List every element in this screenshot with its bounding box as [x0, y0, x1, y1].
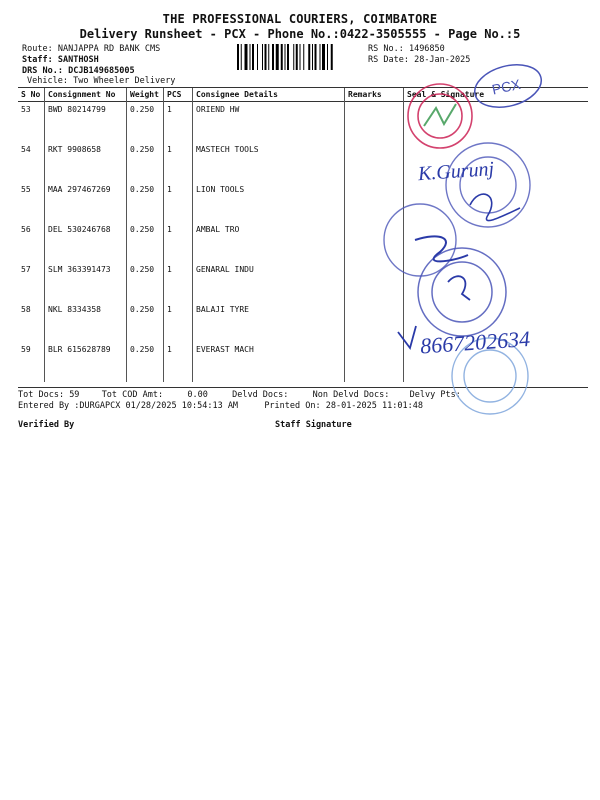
cell-weight: 0.250	[127, 262, 164, 302]
cell-consignee: LION TOOLS	[193, 182, 345, 222]
printed-on: Printed On: 28-01-2025 11:01:48	[264, 401, 423, 411]
cell-pcs: 1	[164, 342, 193, 382]
tot-cod-value: 0.00	[187, 390, 208, 400]
barcode-bar	[252, 44, 254, 70]
barcode-bar	[241, 44, 242, 70]
vehicle-label: Vehicle:	[27, 76, 68, 86]
table-row	[18, 262, 588, 302]
col-remarks: Remarks	[345, 88, 404, 102]
cell-sno: 55	[21, 185, 31, 194]
table-row	[18, 102, 588, 143]
table-row	[18, 342, 588, 382]
cell-consignment: BWD 80214799	[45, 102, 127, 143]
cell-consignee: BALAJI TYRE	[193, 302, 345, 342]
cell-consignee: GENARAL INDU	[193, 262, 345, 302]
barcode-bar	[272, 44, 274, 70]
col-sno: S No	[21, 90, 41, 99]
cell-consignment: BLR 615628789	[45, 342, 127, 382]
runsheet-table	[18, 88, 588, 382]
cell-weight: 0.250	[127, 102, 164, 143]
cell-weight: 0.250	[127, 142, 164, 182]
cell-sno: 54	[21, 145, 31, 154]
cell-signature	[404, 262, 589, 302]
pcx-mark-text: PCX	[490, 75, 522, 98]
barcode-bar	[287, 44, 289, 70]
cell-consignment: MAA 297467269	[45, 182, 127, 222]
barcode-bar	[308, 44, 310, 70]
cell-remarks	[345, 102, 404, 143]
barcode-bar	[303, 44, 304, 70]
cell-sno: 59	[21, 345, 31, 354]
cell-consignee: EVERAST MACH	[193, 342, 345, 382]
barcode-bar	[296, 44, 298, 70]
rs-no-value: 1496850	[408, 44, 445, 54]
cell-pcs: 1	[164, 102, 193, 143]
cell-remarks	[345, 222, 404, 262]
cell-pcs: 1	[164, 302, 193, 342]
cell-signature	[404, 222, 589, 262]
company-title: THE PROFESSIONAL COURIERS, COIMBATORE	[162, 12, 438, 26]
cell-weight: 0.250	[127, 302, 164, 342]
runsheet-subtitle: Delivery Runsheet - PCX - Phone No.:0422-3505555 - Page No.:5	[79, 27, 521, 41]
tot-docs-label: Tot Docs:	[18, 390, 65, 400]
cell-pcs: 1	[164, 142, 193, 182]
barcode-bar	[285, 44, 286, 70]
barcode-bar	[312, 44, 313, 70]
verified-by: Verified By	[18, 420, 75, 430]
entered-printed-row	[18, 401, 423, 411]
cell-signature	[404, 102, 589, 143]
table-row	[18, 222, 588, 262]
barcode-bar	[268, 44, 269, 70]
route-row	[22, 44, 160, 54]
cell-remarks	[345, 182, 404, 222]
cell-pcs: 1	[164, 222, 193, 262]
barcode-bar	[262, 44, 263, 70]
cell-signature	[404, 182, 589, 222]
col-seal-signature: Seal & Signature	[404, 88, 589, 102]
cell-remarks	[345, 342, 404, 382]
cell-sno: 53	[21, 105, 31, 114]
col-pcs: PCS	[164, 88, 193, 102]
barcode-bar	[265, 44, 267, 70]
cell-sno: 58	[21, 305, 31, 314]
vehicle-row	[27, 76, 175, 86]
cell-remarks	[345, 142, 404, 182]
cell-signature	[404, 342, 589, 382]
rs-no-row	[368, 44, 445, 54]
drs-label: DRS No.:	[22, 66, 63, 76]
col-weight: Weight	[127, 88, 164, 102]
barcode-bar	[250, 44, 251, 70]
cell-consignment: RKT 9908658	[45, 142, 127, 182]
barcode-bar	[257, 44, 258, 70]
route-value: NANJAPPA RD BANK CMS	[57, 44, 161, 54]
barcode-bar	[322, 44, 325, 70]
rs-no-label: RS No.:	[368, 44, 404, 54]
rs-date-row	[368, 55, 470, 65]
totals-row	[18, 390, 461, 400]
delvd-docs-label: Delvd Docs:	[232, 390, 289, 400]
barcode-bar	[281, 44, 283, 70]
table-bottom-rule	[18, 387, 588, 388]
tot-docs-value: 59	[69, 390, 80, 400]
rs-date-value: 28-Jan-2025	[414, 55, 471, 65]
delvy-pts-label: Delvy Pts:	[409, 390, 461, 400]
cell-consignee: MASTECH TOOLS	[193, 142, 345, 182]
barcode-bar	[331, 44, 333, 70]
staff-row	[22, 55, 99, 65]
cell-consignee: AMBAL TRO	[193, 222, 345, 262]
cell-consignee: ORIEND HW	[193, 102, 345, 143]
table-header-row	[18, 88, 588, 102]
cell-weight: 0.250	[127, 222, 164, 262]
cell-sno: 56	[21, 225, 31, 234]
cell-signature	[404, 302, 589, 342]
table-row	[18, 302, 588, 342]
barcode-bar	[293, 44, 294, 70]
tot-cod-label: Tot COD Amt:	[101, 390, 164, 400]
cell-signature	[404, 142, 589, 182]
entered-by: Entered By :DURGAPCX 01/28/2025 10:54:13 AM	[18, 401, 239, 411]
cell-consignment: DEL 530246768	[45, 222, 127, 262]
cell-consignment: NKL 8334358	[45, 302, 127, 342]
non-delvd-docs-label: Non Delvd Docs:	[312, 390, 390, 400]
barcode-bar	[237, 44, 239, 70]
barcode-bar	[320, 44, 321, 70]
cell-remarks	[345, 302, 404, 342]
barcode-bar	[276, 44, 279, 70]
cell-remarks	[345, 262, 404, 302]
table-row	[18, 182, 588, 222]
col-consignee: Consignee Details	[193, 88, 345, 102]
barcode-bar	[315, 44, 317, 70]
staff-label: Staff:	[22, 55, 53, 65]
cell-weight: 0.250	[127, 182, 164, 222]
staff-value: SANTHOSH	[57, 55, 99, 65]
barcode-bar	[245, 44, 248, 70]
cell-pcs: 1	[164, 182, 193, 222]
drs-value: DCJB149685005	[68, 66, 135, 76]
barcode-bar	[300, 44, 301, 70]
cell-weight: 0.250	[127, 342, 164, 382]
staff-signature-label: Staff Signature	[275, 420, 352, 430]
drs-row	[22, 66, 135, 76]
rs-date-label: RS Date:	[368, 55, 409, 65]
route-label: Route:	[22, 44, 53, 54]
barcode-image	[237, 44, 361, 70]
cell-consignment: SLM 363391473	[45, 262, 127, 302]
col-consignment: Consignment No	[45, 88, 127, 102]
vehicle-value: Two Wheeler Delivery	[73, 76, 176, 86]
barcode-bar	[327, 44, 328, 70]
table-row	[18, 142, 588, 182]
handwritten-signature: K.Gurunj	[417, 157, 495, 186]
handwritten-phone: 8667202634	[419, 325, 531, 359]
cell-sno: 57	[21, 265, 31, 274]
cell-pcs: 1	[164, 262, 193, 302]
